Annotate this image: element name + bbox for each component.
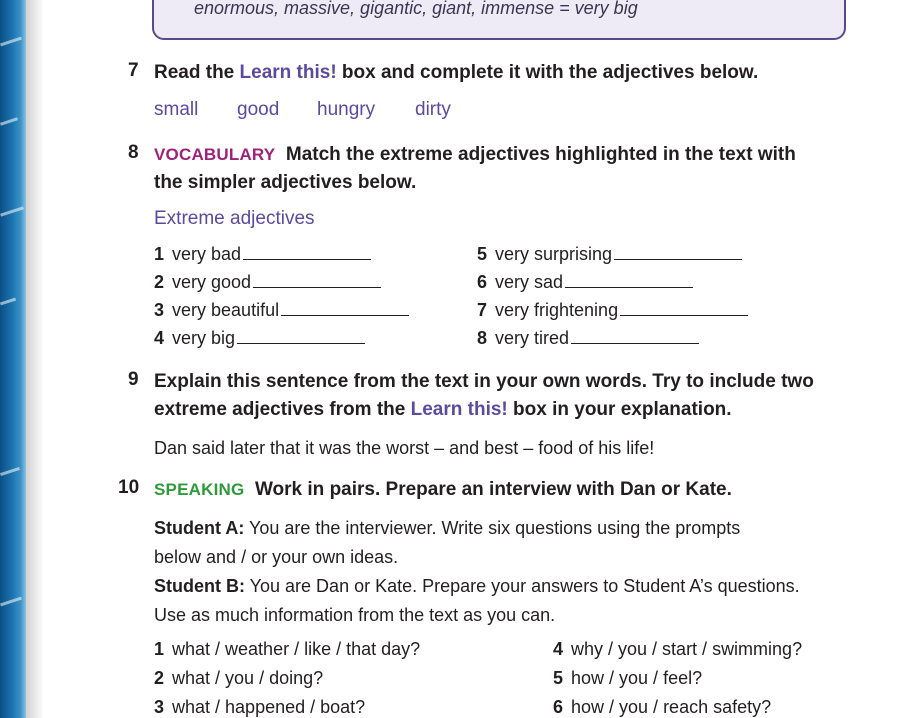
prompt-item-1: 1 what / weather / like / that day? bbox=[154, 639, 421, 659]
word-dirty: dirty bbox=[415, 99, 451, 120]
student-b-instruction-line2: Use as much information from the text as you can. bbox=[154, 605, 556, 625]
wave-streak bbox=[0, 597, 22, 607]
answer-blank[interactable] bbox=[571, 329, 699, 344]
learn-this-box bbox=[152, 0, 846, 40]
vocab-item-5: 5 very surprising bbox=[477, 244, 742, 265]
exercise-9-instruction-line2: extreme adjectives from the Learn this! box in your explanation. bbox=[154, 399, 732, 420]
vocab-item-8: 8 very tired bbox=[477, 328, 699, 349]
page-gutter-shadow bbox=[26, 0, 44, 718]
wave-streak bbox=[0, 117, 18, 125]
prompt-item-4: 4 why / you / start / swimming? bbox=[553, 639, 803, 659]
answer-blank[interactable] bbox=[243, 245, 371, 260]
student-a-instruction-line2: below and / or your own ideas. bbox=[154, 547, 399, 567]
student-b-label: Student B: bbox=[154, 576, 245, 596]
student-a-instruction: Student A: You are the interviewer. Write six questions using the prompts bbox=[154, 518, 741, 538]
vocab-item-6: 6 very sad bbox=[477, 272, 693, 293]
answer-blank[interactable] bbox=[620, 301, 748, 316]
ocean-photo-edge bbox=[0, 0, 26, 718]
learn-this-example: enormous, massive, gigantic, giant, immense = very big bbox=[194, 0, 638, 18]
answer-blank[interactable] bbox=[614, 245, 742, 260]
vocabulary-tag: VOCABULARY bbox=[154, 145, 276, 164]
exercise-8-instruction: VOCABULARY Match the extreme adjectives highlighted in the text with bbox=[154, 144, 796, 165]
wave-streak bbox=[0, 298, 16, 306]
exercise-9-instruction: Explain this sentence from the text in your own words. Try to include two bbox=[154, 371, 814, 392]
extreme-adjectives-heading: Extreme adjectives bbox=[154, 208, 315, 229]
learn-this-link: Learn this! bbox=[410, 399, 508, 420]
vocab-item-2: 2 very good bbox=[154, 272, 381, 293]
student-a-label: Student A: bbox=[154, 518, 245, 538]
exercise-9-quote: Dan said later that it was the worst – and best – food of his life! bbox=[154, 438, 655, 458]
wave-streak bbox=[0, 37, 22, 47]
prompt-item-3: 3 what / happened / boat? bbox=[154, 697, 366, 717]
exercise-7-number: 7 bbox=[128, 60, 139, 81]
word-hungry: hungry bbox=[317, 99, 376, 120]
speaking-tag: SPEAKING bbox=[154, 480, 245, 499]
answer-blank[interactable] bbox=[565, 273, 693, 288]
wave-streak bbox=[0, 206, 24, 216]
exercise-10-instruction: SPEAKING Work in pairs. Prepare an interview with Dan or Kate. bbox=[154, 479, 732, 500]
exercise-9-number: 9 bbox=[128, 369, 139, 390]
vocab-item-3: 3 very beautiful bbox=[154, 300, 409, 321]
answer-blank[interactable] bbox=[237, 329, 365, 344]
word-small: small bbox=[154, 99, 199, 120]
vocab-item-1: 1 very bad bbox=[154, 244, 371, 265]
word-good: good bbox=[237, 99, 280, 120]
answer-blank[interactable] bbox=[281, 301, 409, 316]
exercise-7-instruction: Read the Learn this! box and complete it with the adjectives below. bbox=[154, 62, 759, 83]
prompt-item-2: 2 what / you / doing? bbox=[154, 668, 324, 688]
vocab-item-7: 7 very frightening bbox=[477, 300, 748, 321]
learn-this-link: Learn this! bbox=[239, 62, 337, 83]
vocab-item-4: 4 very big bbox=[154, 328, 365, 349]
exercise-10-number: 10 bbox=[118, 477, 140, 498]
answer-blank[interactable] bbox=[253, 273, 381, 288]
student-b-instruction: Student B: You are Dan or Kate. Prepare your answers to Student A’s questions. bbox=[154, 576, 800, 596]
prompt-item-5: 5 how / you / feel? bbox=[553, 668, 703, 688]
exercise-8-instruction-line2: the simpler adjectives below. bbox=[154, 172, 417, 193]
wave-streak bbox=[0, 467, 20, 476]
prompt-item-6: 6 how / you / reach safety? bbox=[553, 697, 772, 717]
exercise-8-number: 8 bbox=[128, 142, 139, 163]
